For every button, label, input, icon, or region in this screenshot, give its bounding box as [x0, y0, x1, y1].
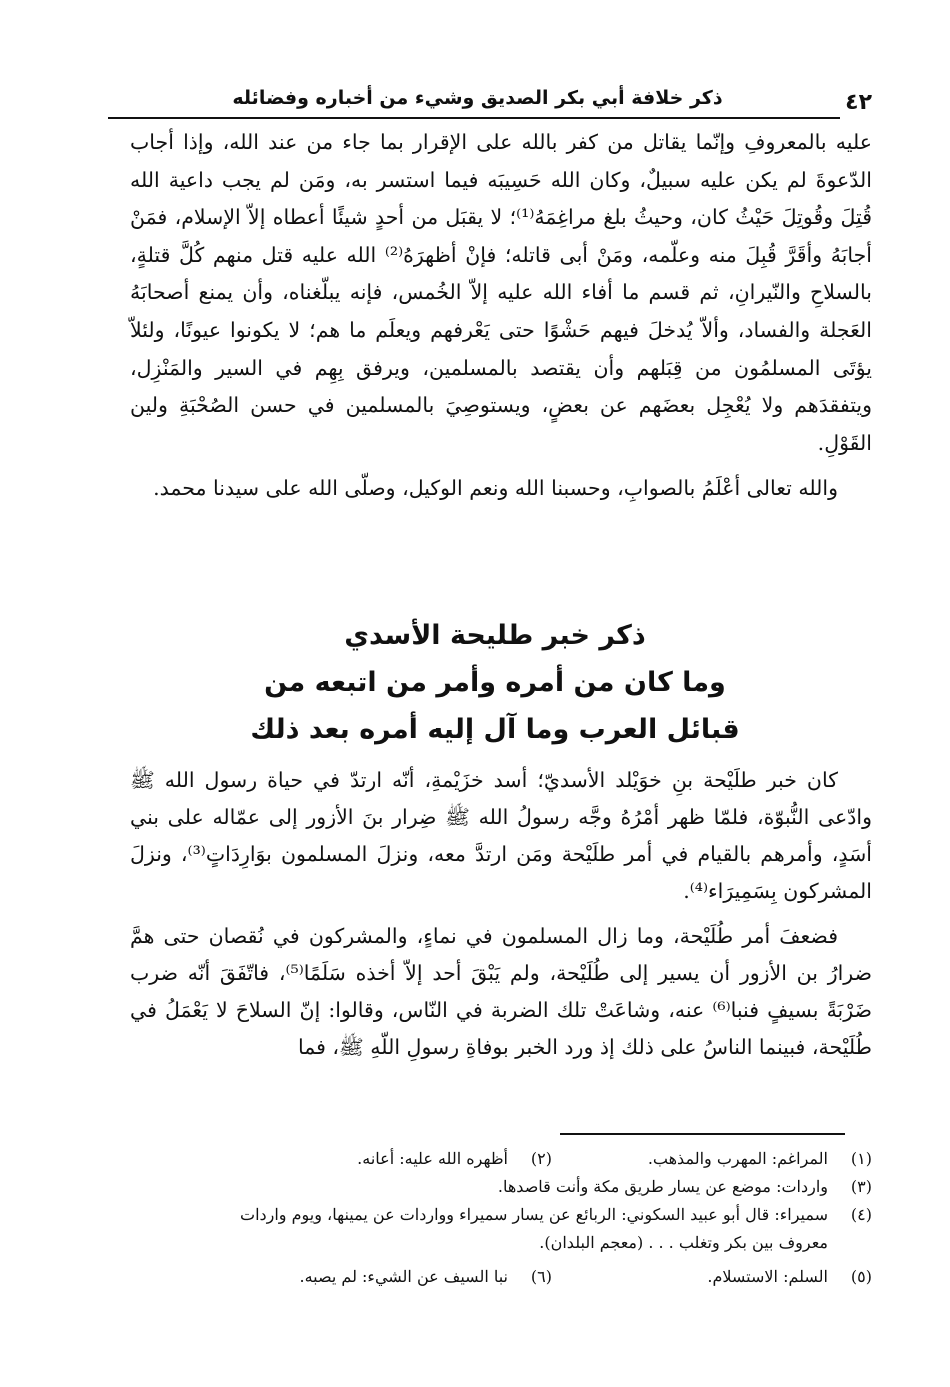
footnote-row — [105, 1201, 872, 1229]
footnote-1 — [552, 1145, 872, 1173]
running-header: ذكر خلافة أبي بكر الصديق وشيء من أخباره وفضائله — [232, 87, 723, 109]
section-heading-line-3: قبائل العرب وما آل إليه أمره بعد ذلك — [250, 714, 740, 745]
section-heading-line-2: وما كان من أمره وأمر من اتبعه من — [264, 667, 726, 698]
header-rule — [108, 117, 840, 119]
footnote-4-continuation-row — [105, 1229, 872, 1257]
page-number: ٤٢ — [845, 90, 872, 115]
footnote-number: (٤) — [850, 1205, 872, 1224]
section-paragraph-1: كان خبر طلَيْحة بنِ خوَيْلد الأسديّ؛ أسد خزَيْمةِ، أنّه ارتدّ في حياة رسول الله ﷺ وادّعى النُّبوّة، فلمّا ظهر أمْرُهُ وجَّه رسولُ الله ﷺ ضِرار بنَ الأزور إلى عمّاله على بني أسَدٍ، وأمرهم بالقيام في أمر طلَيْحة ومَن ارتدَّ معه، ونزلَ المسلمون بوَارِدَاتٍ⁽³⁾، ونزلَ المشركون بِسَمِيرَاء⁽⁴⁾. — [130, 768, 872, 903]
footnotes — [105, 1145, 872, 1291]
intro-text-block — [130, 124, 872, 508]
footnote-4 — [105, 1201, 872, 1229]
footnote-text: سميراء: قال أبو عبيد السكوني: الربائع عن يسار سميراء وواردات عن يمينها، ويوم واردات — [240, 1205, 828, 1224]
footnote-text: المراغم: المهرب والمذهب. — [647, 1149, 828, 1168]
intro-paragraph: عليه بالمعروفِ وإنّما يقاتل من كفر بالله على الإقرار بما جاء من عند الله، وإذا أجاب الدّعوةَ لم يكن عليه سبيلٌ، وكان الله حَسِيبَه فيما استسر به، ومَن لم يجب داعية الله قُتِلَ وقُوتِلَ حَيْثُ كان، وحيثُ بلغ مراغِمَهُ⁽¹⁾؛ لا يقبَل من أحدٍ شيئًا أعطاه إلاّ الإسلام، فمَنْ أجابَهُ وأقَرَّ قُبِلَ منه وعلّمه، ومَنْ أبى قاتله؛ فإنْ أظهرَهُ⁽²⁾ الله عليه قتل منهم كُلَّ قتلةٍ، بالسلاحِ والنّيرانِ، ثم قسم ما أفاء الله عليه إلاّ الخُمس، فإنه يبلّغناه، وأن يمنع أصحابَهُ العَجلة والفساد، وألاّ يُدخلَ فيهم حَشْوًا حتى يَعْرفهم ويعلَم ما هم؛ لا يكونوا عيونًا، ولئلاّ يؤتَى المسلمُون من قِبَلهم وأن يقتصد بالمسلمين، ويرفق بِهِم في السير والمَنْزِل، ويتفقدَهم ولا يُعْجِل بعضَهم عن بعضٍ، ويستوصِيَ بالمسلمين في حسن الصُحْبَةِ ولين القَوْلِ. — [130, 130, 873, 455]
footnote-number: (١) — [850, 1149, 872, 1168]
footnote-number: (٢) — [530, 1149, 552, 1168]
footnote-text: نبا السيف عن الشيء: لم يصبه. — [299, 1267, 508, 1286]
footnote-5 — [552, 1263, 872, 1291]
footnote-6 — [232, 1263, 552, 1291]
footnote-text: أظهره الله عليه: أعانه. — [357, 1149, 508, 1168]
footnote-number: (٣) — [850, 1177, 872, 1196]
closing-paragraph: والله تعالى أعْلَمُ بالصوابِ، وحسبنا الله ونعم الوكيل، وصلّى الله على سيدنا محمد. — [153, 476, 838, 501]
footnote-row — [105, 1173, 872, 1201]
section-text-block — [130, 762, 872, 1066]
footnote-2 — [232, 1145, 552, 1173]
footnote-text: السلم: الاستسلام. — [707, 1267, 828, 1286]
footnote-separator — [560, 1133, 845, 1135]
section-heading-line-1: ذكر خبر طليحة الأسدي — [344, 620, 646, 651]
footnote-text: واردات: موضع عن يسار طريق مكة وأنت قاصدها. — [497, 1177, 828, 1196]
footnote-row — [105, 1263, 872, 1291]
footnote-number: (٦) — [530, 1267, 552, 1286]
footnote-continuation: معروف بين بكر وتغلب . . . (معجم البلدان). — [539, 1233, 828, 1252]
footnote-row — [105, 1145, 872, 1173]
section-heading — [130, 612, 860, 753]
section-paragraph-2: فضعفَ أمر طُلَيْحة، وما زال المسلمون في نماءٍ، والمشركون في نُقصان حتى همَّ ضرارُ بن الأزور أن يسير إلى طُلَيْحة، ولم يَبْقَ أحد إلاّ أخذه سَلَمًا⁽⁵⁾، فاتّفَقَ أنّه ضرب ضَرْبَةً بسيفٍ فنبا⁽⁶⁾ عنه، وشاعَتْ تلك الضربة في النّاس، وقالوا: إنّ السلاحَ لا يَعْمَلُ في طُلَيْحة، فبينما الناسُ على ذلك إذ ورد الخبر بوفاةِ رسولِ اللّهِ ﷺ، فما — [130, 924, 873, 1059]
footnote-number: (٥) — [850, 1267, 872, 1286]
footnote-3 — [105, 1173, 872, 1201]
